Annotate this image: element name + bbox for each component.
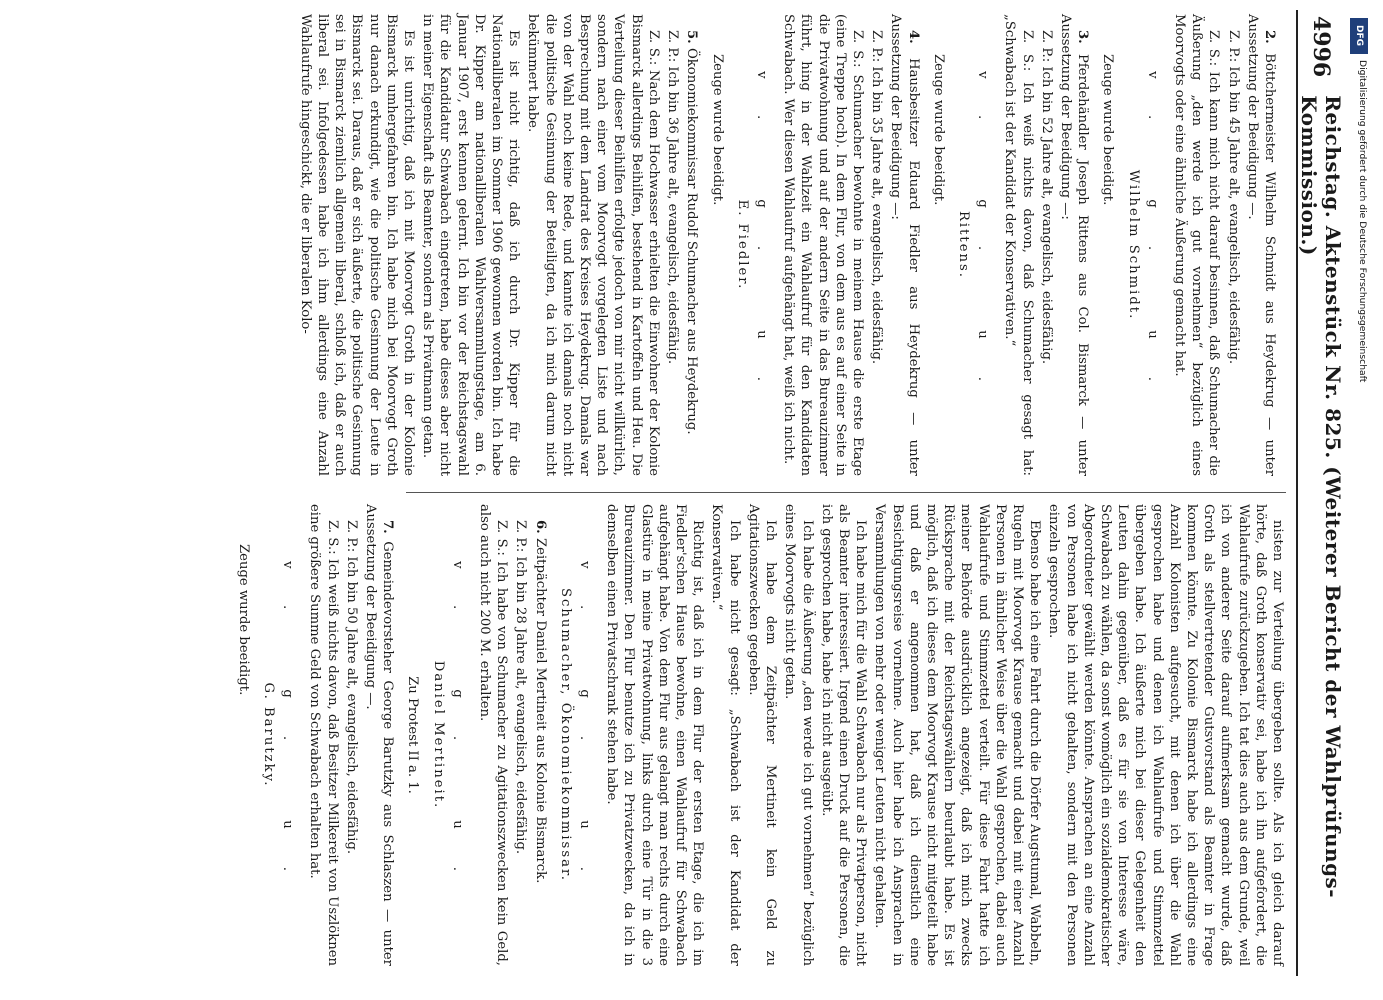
signature-line: E. Fiedler. [734,199,750,291]
read-approved-signed: v. g. u. [1144,71,1160,419]
witness-entry [1244,14,1278,476]
entry-heading: Zeitpächter Daniel Mertineit aus Kolonie Bismarck. [532,537,548,884]
entry-number: 5. [684,30,700,44]
read-approved-signed: v. g. u. [577,561,593,909]
witness-entry [362,504,396,966]
paragraph: Z. S.: Ich kann mich nicht darauf besinnen, daß Schumacher die Äußerung „den werde ich gut vornehmen“ bezüglich eines Moorvogts oder eine ähnliche Äußerung gemacht hat. [1171,14,1222,476]
paragraph: Z. S.: Ich weiß nichts davon, daß Besitzer Milkereit von Uszlöknen eine größere Summe Geld von Schwabach erhalten hat. [307,504,340,966]
signature-line: Wilhelm Schmidt. [1125,169,1141,321]
left-column [297,14,1286,476]
witness-entry [887,14,921,476]
paragraph: nisten zur Verteilung übergeben sollte. Als ich gleich darauf hörte, daß Groth konservativ sei, habe ich ihn aufgefordert, die Wahlaufrufe zurückzugeben. Ich tat dies auch aus dem Grunde, weil ich von anderer Seite darauf aufmerksam gemacht wurde, daß Groth als stellvertretender Gutsvorstand als Beamter in Frage kommen könnte. Zu Kolonie Bismarck habe ich allerdings eine Anzahl Kolonisten aufgesucht, mit denen ich über die Wahl gesprochen habe und denen ich Wahlaufrufe und Stimmzettel übergeben habe. Ich äußerte mich bei dieser Gelegenheit den Leuten dahin gegenüber, daß es für sie von Interesse wäre, Schwabach zu wählen, da sonst womöglich ein sozialdemokratischer Abgeordneter gewählt werden könnte. Ansprachen an eine Anzahl von Personen habe ich nicht gehalten, sondern mit den Personen einzeln gesprochen. [1046,504,1285,966]
entry-heading: Ökonomiekommissar Rudolf Schumacher aus Heydekrug. [684,47,700,435]
witness-entry [531,504,548,966]
oath-note: Zeuge wurde beeidigt. [930,54,946,206]
entry-number: 2. [1262,30,1277,44]
signature-line: Daniel Mertineit. [430,660,446,810]
paragraph: Z. P.: Ich bin 52 Jahre alt, evangelisch, eidesfähig. [1038,30,1054,365]
paragraph: Es ist nicht richtig, daß ich durch Dr. Kipper für die Nationalliberalen im Sommer 1906 gewonnen worden bin. Ich habe Dr. Kipper am nationalliberalen Wahlversammlungstage, am 6. Januar 1907, erst kennen gelernt. Ich bin vor der Reichstagswahl für die Kandidatur Schwabach eingetreten, habe dieses aber nicht in meiner Eigenschaft als Beamter, sondern als Privatmann getan. [420,14,522,476]
entry-number: 7. [380,520,396,534]
paragraph: Ich habe die Äußerung „den werde ich gut vornehmen“ bezüglich eines Moorvogts nicht getan. [782,504,815,966]
paragraph: Z. P.: Ich bin 35 Jahre alt, evangelisch, eidesfähig. [869,30,885,365]
paragraph: Z. S.: Ich weiß nichts davon, daß Schumacher gesagt hat: „Schwabach ist der Kandidat der Konservativen.“ [1002,14,1035,476]
witness-entry [1057,14,1091,476]
read-approved-signed: v. g. u. [975,71,991,419]
dfg-logo: DFG [1350,18,1368,54]
oath-note: Zeuge wurde beeidigt. [709,54,725,206]
signature-line: Rittens. [955,210,971,279]
paragraph: Z. P.: Ich bin 36 Jahre alt, evangelisch, eidesfähig. [665,30,681,365]
paragraph: Richtig ist, daß ich in dem Flur der ersten Etage, die ich im Fiedler'schen Hause bewohne, einen Wahlaufruf für Schwabach aufgehängt habe. Von dem Flur aus gelangt man rechts durch eine Glastüre in meine Privatwohnung, links durch eine Tür in die 3 Bureauzimmer. Den Flur benutze ich zu Privatzwecken, da ich in demselben einen Privatschrank stehen habe. [604,504,706,966]
margin-strip [1351,8,1377,988]
protest-reference: Zu Protest II a. 1. [405,676,421,794]
column-divider [406,492,1286,493]
paragraph: Z. S.: Ich habe von Schumacher zu Agitationszwecken kein Geld, also auch nicht 200 M. erhalten. [477,504,510,966]
paragraph: Ich habe mich für die Wahl Schwabach nur als Privatperson, nicht als Beamter interessiert. Irgend einen Druck auf die Personen, die ich gesprochen habe, habe ich nicht ausgeübt. [818,504,869,966]
page-number: 4996 [1308,16,1334,78]
paragraph: Z. P.: Ich bin 28 Jahre alt, evangelisch, eidesfähig. [513,520,529,855]
signature-line: Schumacher, Ökonomiekommissar. [557,588,573,882]
witness-entry [683,14,700,476]
read-approved-signed: v. g. u. [280,561,296,909]
entry-heading: Böttchermeister Wilhelm Schmidt aus Heydekrug — unter Aussetzung der Beeidigung —. [1244,14,1277,476]
paragraph: Z. P.: Ich bin 45 Jahre alt, evangelisch, eidesfähig. [1225,30,1241,365]
running-head: Reichstag. Aktenstück Nr. 825. (Weiterer Bericht der Wahlprüfungs-Kommission.) [1297,95,1345,899]
read-approved-signed: v. g. u. [449,561,465,909]
entry-number: 4. [905,30,921,44]
digitization-notice: Digitalisierung gefördert durch die Deutsche Forschungsgemeinschaft [1357,60,1368,383]
page-header [1296,10,1344,976]
entry-heading: Hausbesitzer Eduard Fiedler aus Heydekrug — unter Aussetzung der Beeidigung —: [888,14,921,476]
entry-heading: Gemeindevorsteher George Barutzky aus Schlaszen — unter Aussetzung der Beeidigung —. [363,504,396,966]
entry-heading: Pferdehändler Joseph Rittens aus Col. Bismarck — unter Aussetzung der Beeidigung —: [1057,14,1091,476]
paragraph: Z. S.: Schumacher bewohnte in meinem Hause die erste Etage (eine Treppe hoch). In dem Flur, von dem aus es auf einer Seite in die Privatwohnung und auf der andern Seite in das Bureauzimmer führt, hing in der Wahlzeit ein Wahlaufruf für den Kandidaten Schwabach. Wer diesen Wahlaufruf aufgehängt hat, weiß ich nicht. [781,14,865,476]
oath-note: Zeuge wurde beeidigt. [235,544,251,696]
paragraph: Ich habe dem Zeitpächter Mertineit kein Geld zu Agitationszwecken gegeben. [745,504,779,966]
paragraph: Ebenso habe ich eine Fahrt durch die Dörfer Augstumal, Wabbeln, Rugeln mit Moorvogt Krause gemacht und dabei mit einer Anzahl Personen in ähnlicher Weise über die Wahl gesprochen, dabei auch Wahlaufrufe und Stimmzettel verteilt. Für diese Fahrt hatte ich meiner Behörde ausdrücklich angezeigt, daß ich mich zwecks Rücksprache mit der Reichstagswählern beurlaubt habe. Es ist möglich, daß ich dieses dem Moorvogt Krause nicht mitgeteilt habe und daß er angenommen hat, daß ich dienstlich eine Besichtigungsreise vornehme. Auch hier habe ich Ansprachen in Versammlungen von mehr oder weniger Leuten nicht gehalten. [872,504,1043,966]
document-page [54,10,1354,990]
signature-line: G. Barutzky. [261,682,277,788]
rotated-page-content [44,10,1344,990]
entry-number: 3. [1075,30,1091,44]
paragraph: Z. S.: Nach dem Hochwasser erhielten die Einwohner der Kolonie Bismarck allerdings Beihilfen, bestehend in Kartoffeln und Heu. Die Verteilung dieser Beihilfen erfolgte jedoch von mir nicht willkürlich, sondern nach einer vom Moorvogt vorgelegten Liste und nach Besprechung mit dem Landrat des Kreises Heydekrug. Damals war von der Wahl noch keine Rede, und kannte ich damals noch nicht die politische Gesinnung der Beteiligten, da ich mich darum nicht bekümmert habe. [525,14,661,476]
entry-number: 6. [532,520,548,534]
oath-note: Zeuge wurde beeidigt. [1100,54,1116,206]
read-approved-signed: v. g. u. [753,71,769,419]
paragraph: Z. P.: Ich bin 50 Jahre alt, evangelisch, eidesfähig. [343,520,359,855]
paragraph: Ich habe nicht gesagt: „Schwabach ist der Kandidat der Konservativen.“ [709,504,742,966]
right-column [235,504,1286,966]
paragraph: Es ist unrichtig, daß ich mit Moorvogt Groth in der Kolonie Bismarck umhergefahren bin. Ich habe mich bei Moorvogt Groth nur danach erkundigt, wie die politische Gesinnung der Leute in Bismarck sei. Daraus, daß er sich äußerte, die politische Gesinnung sei in Bismarck ziemlich allgemein liberal, schloß ich, daß er auch liberal sei. Infolgedessen habe ich ihm allerdings eine Anzahl Wahlaufrufe hingeschickt, die er liberalen Kolo- [297,14,417,476]
